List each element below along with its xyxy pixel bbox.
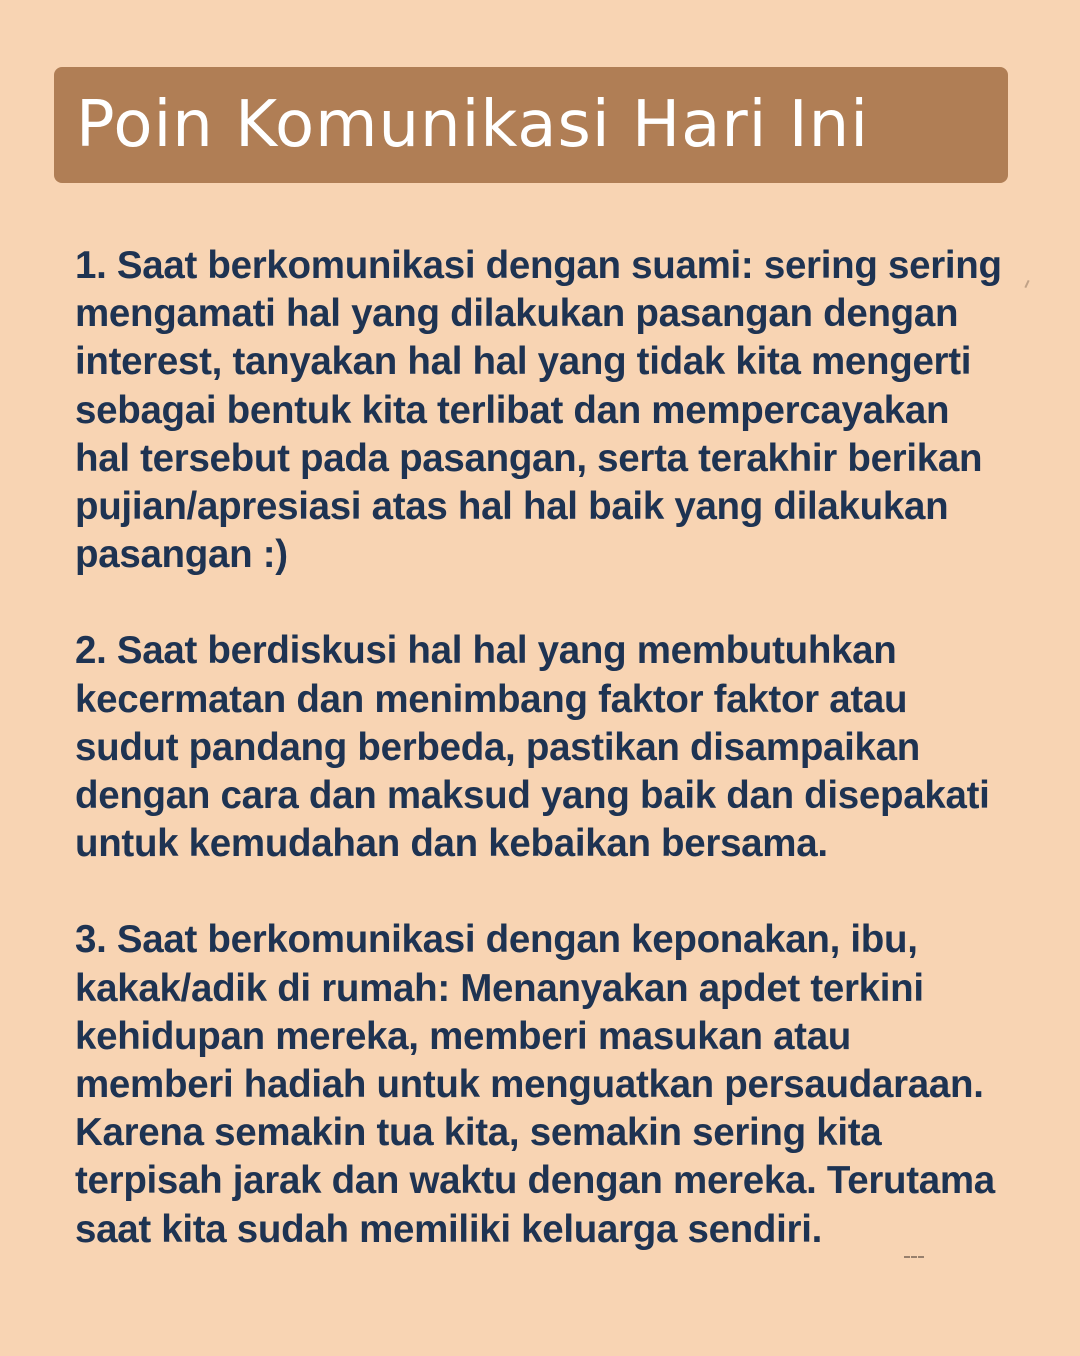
point-line: sebagai bentuk kita terlibat dan mempercayakan: [75, 388, 950, 432]
point-line: sudut pandang berbeda, pastikan disampaikan: [75, 725, 920, 769]
point-line: 3. Saat berkomunikasi dengan keponakan, ibu,: [75, 918, 918, 962]
point-line: pasangan :): [75, 533, 288, 577]
points-list: [75, 242, 1025, 1254]
point-line: untuk kemudahan dan kebaikan bersama.: [75, 822, 828, 866]
point-line: kecermatan dan menimbang faktor faktor atau: [75, 677, 908, 721]
point-line: hal tersebut pada pasangan, serta terakhir berikan: [75, 436, 983, 480]
point-line: dengan cara dan maksud yang baik dan disepakati: [75, 774, 990, 818]
point-line: saat kita sudah memiliki keluarga sendiri.: [75, 1207, 823, 1251]
point-line: 2. Saat berdiskusi hal hal yang membutuhkan: [75, 629, 897, 673]
point-line: interest, tanyakan hal hal yang tidak kita mengerti: [75, 340, 972, 384]
point-line: Karena semakin tua kita, semakin sering kita: [75, 1111, 882, 1155]
point-item-3: [75, 916, 1025, 1253]
point-item-2: [75, 627, 1025, 868]
page-title: Poin Komunikasi Hari Ini: [76, 88, 869, 162]
point-line: 1. Saat berkomunikasi dengan suami: sering sering: [75, 244, 1002, 287]
point-line: kehidupan mereka, memberi masukan atau: [75, 1014, 852, 1058]
stray-mark: [1024, 280, 1029, 288]
stray-dash-mark: [904, 1256, 924, 1260]
point-line: pujian/apresiasi atas hal hal baik yang dilakukan: [75, 485, 949, 529]
point-item-1: [75, 242, 1025, 579]
point-line: memberi hadiah untuk menguatkan persaudaraan.: [75, 1063, 984, 1107]
point-line: mengamati hal yang dilakukan pasangan dengan: [75, 292, 959, 336]
title-banner: [54, 67, 1008, 183]
point-line: kakak/adik di rumah: Menanyakan apdet terkini: [75, 966, 924, 1010]
point-line: terpisah jarak dan waktu dengan mereka. Terutama: [75, 1159, 995, 1203]
